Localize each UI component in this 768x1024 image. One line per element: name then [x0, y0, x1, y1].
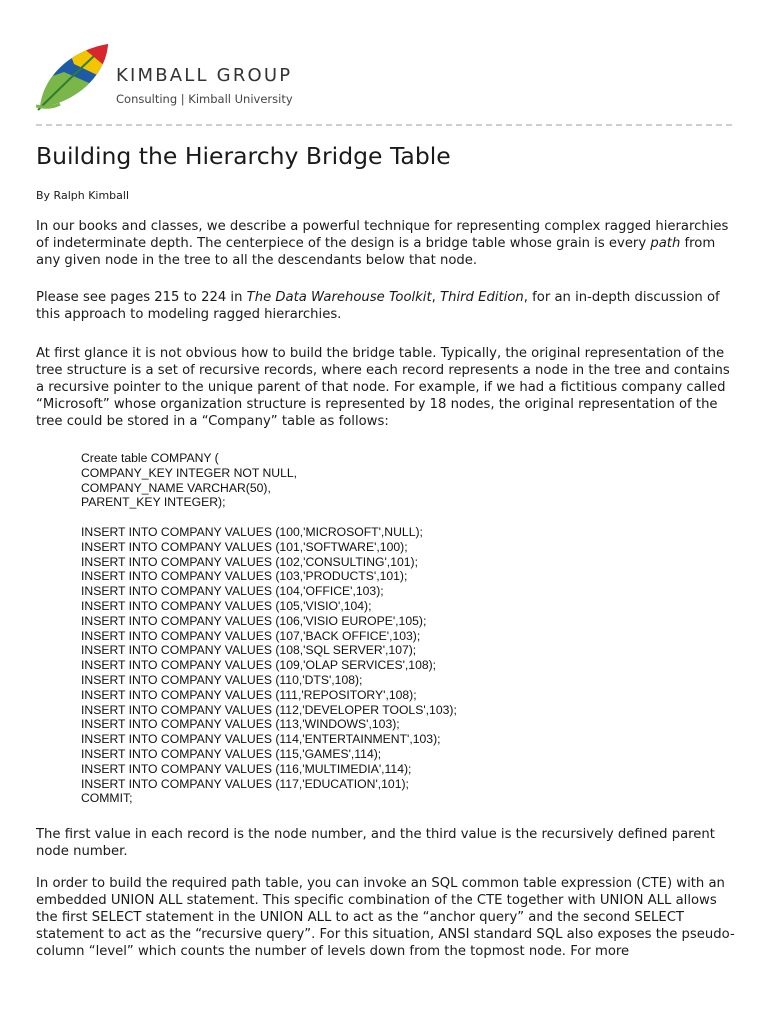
code-line: INSERT INTO COMPANY VALUES (102,'CONSULTING',101);	[81, 554, 418, 569]
site-header	[36, 42, 356, 114]
code-line: INSERT INTO COMPANY VALUES (109,'OLAP SERVICES',108);	[81, 658, 437, 673]
article-byline: By Ralph Kimball	[36, 189, 130, 202]
code-line: INSERT INTO COMPANY VALUES (114,'ENTERTAINMENT',103);	[81, 732, 441, 747]
paragraph-tree-structure: At first glance it is not obvious how to build the bridge table. Typically, the original representation of the tree structure is a set of recursive records, where each record represents a node in the tree and contains a recursive pointer to the unique parent of that node. For example, if we had a fictitious company called “Microsoft” whose organization structure is represented by 18 nodes, the original representation of the tree could be stored in a “Company” table as follows:	[36, 346, 730, 429]
code-line: COMPANY_NAME VARCHAR(50),	[81, 480, 271, 495]
article-title: Building the Hierarchy Bridge Table	[36, 142, 451, 170]
book-title: The Data Warehouse Toolkit	[246, 290, 432, 305]
sql-code-block	[81, 451, 457, 806]
code-line: INSERT INTO COMPANY VALUES (110,'DTS',108);	[81, 672, 363, 687]
code-blank-line	[81, 510, 457, 525]
code-line: INSERT INTO COMPANY VALUES (115,'GAMES',114);	[81, 746, 382, 761]
code-line: PARENT_KEY INTEGER);	[81, 495, 226, 510]
code-line: COMMIT;	[81, 791, 133, 806]
code-line: INSERT INTO COMPANY VALUES (103,'PRODUCTS',101);	[81, 569, 408, 584]
create-table-statement	[81, 451, 457, 510]
code-line: INSERT INTO COMPANY VALUES (101,'SOFTWARE',100);	[81, 539, 408, 554]
code-line: Create table COMPANY (	[81, 451, 219, 465]
code-line: COMPANY_KEY INTEGER NOT NULL,	[81, 465, 298, 480]
paragraph-reference	[36, 290, 736, 324]
code-line: INSERT INTO COMPANY VALUES (116,'MULTIMEDIA',114);	[81, 761, 412, 776]
brand-tagline: Consulting | Kimball University	[116, 92, 293, 106]
code-line: INSERT INTO COMPANY VALUES (105,'VISIO',104);	[81, 598, 372, 613]
paragraph-text: from any given node in the tree to all the descendants below that node.	[36, 235, 716, 268]
paragraph-node-number: The first value in each record is the node number, and the third value is the recursively defined parent node number.	[36, 827, 715, 859]
code-line: INSERT INTO COMPANY VALUES (108,'SQL SERVER',107);	[81, 643, 417, 658]
paragraph-intro	[36, 219, 736, 270]
header-divider	[36, 124, 732, 126]
code-line: INSERT INTO COMPANY VALUES (100,'MICROSOFT',NULL);	[81, 524, 423, 539]
paragraph-text: ,	[431, 290, 436, 305]
code-line: INSERT INTO COMPANY VALUES (106,'VISIO EUROPE',105);	[81, 613, 427, 628]
paragraph-text: Please see pages 215 to 224 in	[36, 290, 247, 305]
insert-statements	[81, 525, 457, 806]
code-line: INSERT INTO COMPANY VALUES (111,'REPOSITORY',108);	[81, 687, 417, 702]
paragraph-text: , for an in-depth discussion of this approach to modeling ragged hierarchies.	[36, 290, 720, 322]
brand-name: KIMBALL GROUP	[116, 65, 293, 86]
emphasis-text: path	[650, 235, 681, 251]
code-line: INSERT INTO COMPANY VALUES (104,'OFFICE',103);	[81, 584, 384, 599]
code-line: INSERT INTO COMPANY VALUES (117,'EDUCATION',101);	[81, 776, 409, 791]
code-line: INSERT INTO COMPANY VALUES (113,'WINDOWS',103);	[81, 717, 400, 732]
code-line: INSERT INTO COMPANY VALUES (107,'BACK OFFICE',103);	[81, 628, 421, 643]
kimball-leaf-logo-icon	[36, 42, 112, 112]
paragraph-text: In our books and classes, we describe a powerful technique for representing complex ragged hierarchies of indeterminate depth. The centerpiece of the design is a bridge table whose grain is every	[36, 219, 729, 251]
book-edition: Third Edition	[435, 290, 524, 305]
code-line: INSERT INTO COMPANY VALUES (112,'DEVELOPER TOOLS',103);	[81, 702, 457, 717]
paragraph-cte: In order to build the required path table, you can invoke an SQL common table expression (CTE) with an embedded UNION ALL statement. This specific combination of the CTE together with UNION ALL allows the first SELECT statement in the UNION ALL to act as the “anchor query” and the second SELECT statement to act as the “recursive query”. For this situation, ANSI standard SQL also exposes the pseudo-column “level” which counts the number of levels down from the topmost node. For more	[36, 876, 735, 959]
